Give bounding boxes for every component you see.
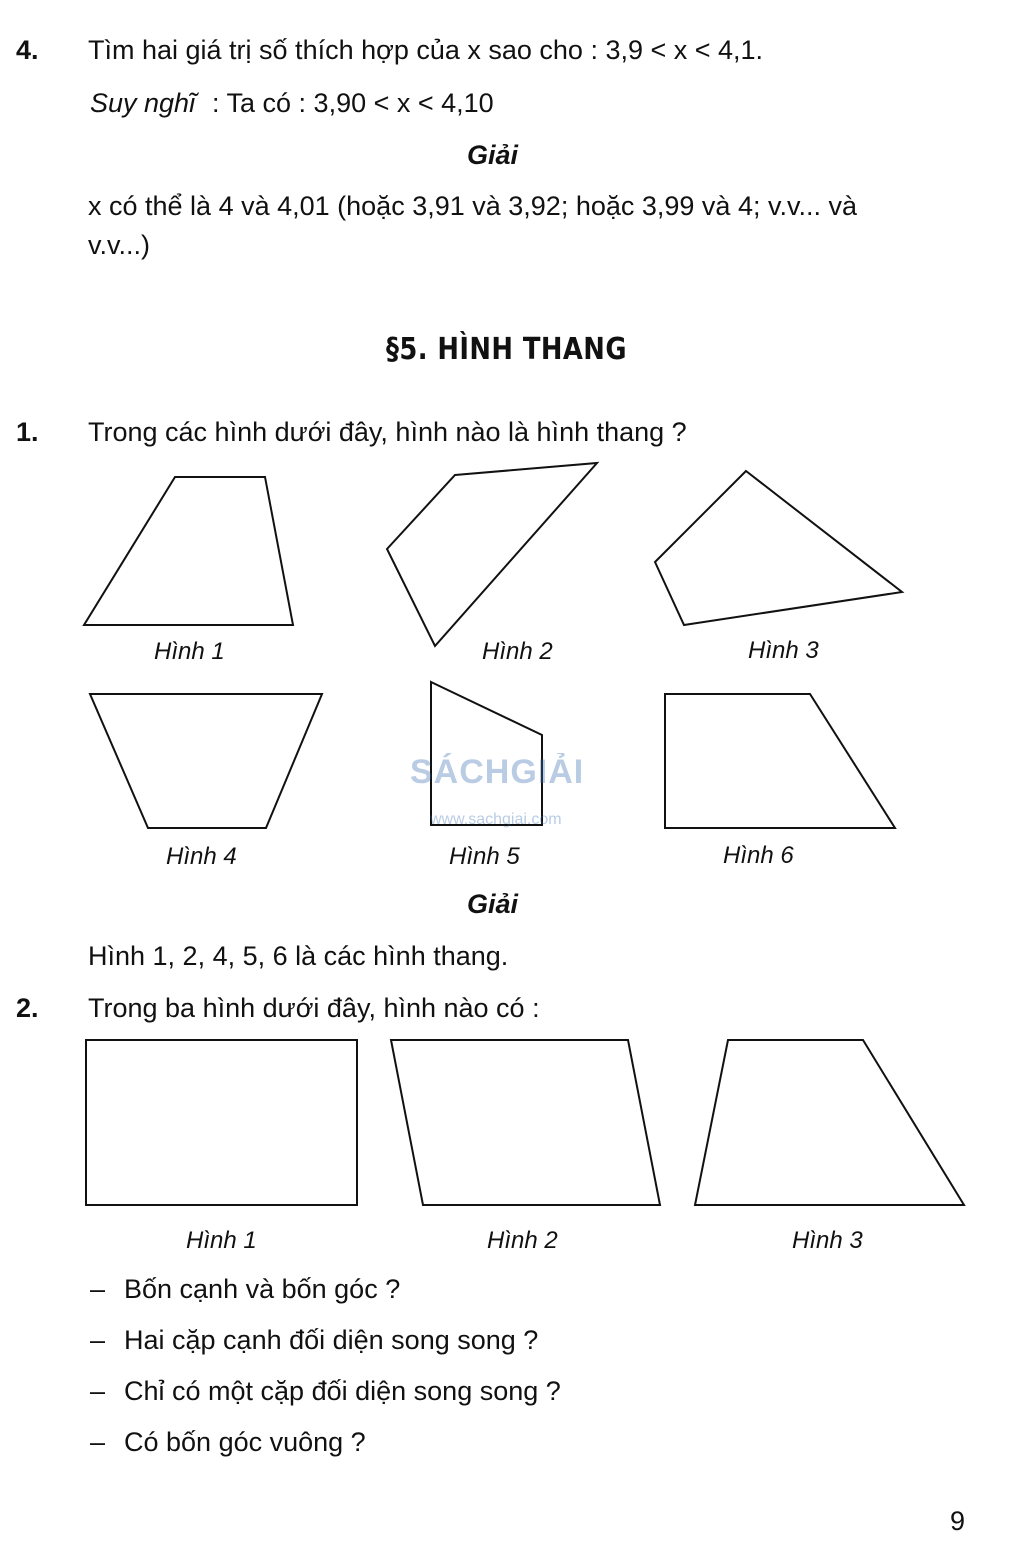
p1-caption-4: Hình 4 bbox=[166, 843, 237, 870]
p1-caption-6: Hình 6 bbox=[723, 842, 794, 869]
page-number: 9 bbox=[950, 1506, 966, 1536]
hint-text: : Ta có : 3,90 < x < 4,10 bbox=[212, 88, 494, 118]
p1-shape-6 bbox=[665, 694, 895, 828]
problem-1-text: Trong các hình dưới đây, hình nào là hình thang ? bbox=[88, 417, 687, 447]
problem-4-number: 4. bbox=[16, 35, 39, 65]
problem-1-answer: Hình 1, 2, 4, 5, 6 là các hình thang. bbox=[88, 941, 509, 971]
p1-caption-2: Hình 2 bbox=[482, 638, 553, 665]
bullet-dash: – bbox=[90, 1325, 106, 1355]
bullet-dash: – bbox=[90, 1427, 106, 1457]
p2-caption-1: Hình 1 bbox=[186, 1227, 257, 1254]
p1-caption-1: Hình 1 bbox=[154, 638, 225, 665]
solution-title-4: Giải bbox=[467, 140, 519, 170]
p1-caption-3: Hình 3 bbox=[748, 637, 819, 664]
solution-4-line-2: v.v...) bbox=[88, 230, 150, 260]
p2-caption-3: Hình 3 bbox=[792, 1227, 863, 1254]
p1-shape-2 bbox=[387, 463, 597, 646]
bullet-dash: – bbox=[90, 1274, 106, 1304]
bullet-dash: – bbox=[90, 1376, 106, 1406]
watermark bbox=[410, 735, 620, 835]
watermark-brand: SÁCHGIẢI bbox=[410, 753, 585, 791]
p2-shape-3 bbox=[695, 1040, 964, 1205]
hint-label: Suy nghĩ bbox=[90, 88, 196, 118]
p2-shape-1 bbox=[86, 1040, 357, 1205]
p2-caption-2: Hình 2 bbox=[487, 1227, 558, 1254]
section-heading: §5. HÌNH THANG bbox=[386, 332, 627, 367]
p1-shape-1 bbox=[84, 477, 293, 625]
p2-shape-2 bbox=[391, 1040, 660, 1205]
question-1: Bốn cạnh và bốn góc ? bbox=[124, 1274, 401, 1304]
question-2: Hai cặp cạnh đối diện song song ? bbox=[124, 1325, 539, 1355]
problem-2-text: Trong ba hình dưới đây, hình nào có : bbox=[88, 993, 540, 1023]
solution-title-1: Giải bbox=[467, 889, 519, 919]
p1-caption-5: Hình 5 bbox=[449, 843, 520, 870]
solution-4-line-1: x có thể là 4 và 4,01 (hoặc 3,91 và 3,92; hoặc 3,99 và 4; v.v... và bbox=[88, 191, 857, 221]
p1-shape-3 bbox=[655, 471, 902, 625]
question-3: Chỉ có một cặp đối diện song song ? bbox=[124, 1376, 561, 1406]
problem-1-number: 1. bbox=[16, 417, 39, 447]
problem-2-number: 2. bbox=[16, 993, 39, 1023]
p1-shape-4 bbox=[90, 694, 322, 828]
problem-4-text: Tìm hai giá trị số thích hợp của x sao cho : 3,9 < x < 4,1. bbox=[88, 35, 764, 65]
question-4: Có bốn góc vuông ? bbox=[124, 1427, 366, 1457]
watermark-url: www.sachgiai.com bbox=[430, 811, 562, 828]
